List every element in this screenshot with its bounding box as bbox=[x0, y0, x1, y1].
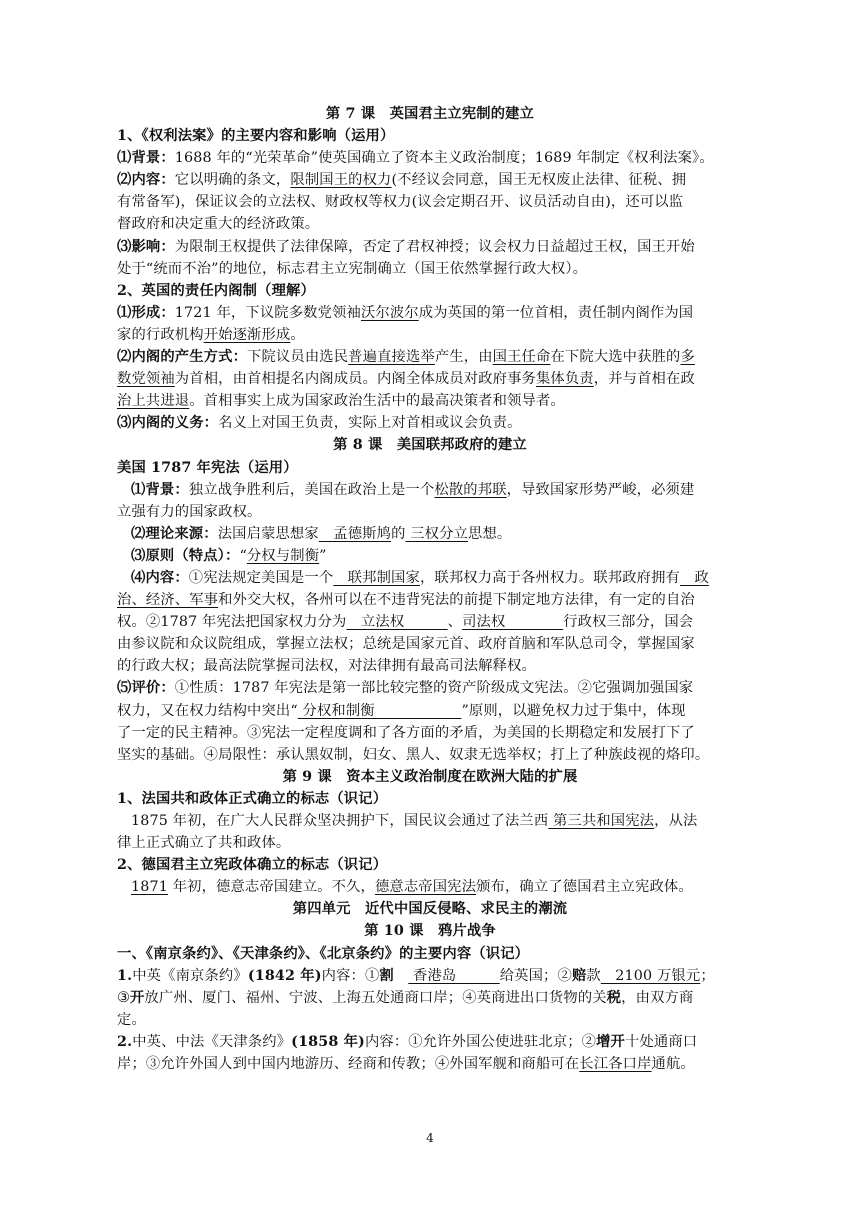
underlined-answer: 治上共进退 bbox=[117, 393, 190, 410]
underlined-answer: 1871 bbox=[131, 879, 168, 896]
underlined-answer: 国王任命 bbox=[492, 349, 551, 366]
text-span: 给英国；② bbox=[499, 967, 572, 984]
text-span: 2、英国的责任内阁制（理解） bbox=[117, 282, 315, 299]
text-line bbox=[117, 412, 743, 434]
text-span: 第 9 课 资本主义政治制度在欧洲大陆的扩展 bbox=[282, 768, 578, 785]
text-span: 它以明确的条文， bbox=[174, 172, 291, 189]
underlined-answer: 数党领袖 bbox=[117, 371, 175, 388]
text-span: 放广州、厦门、福州、宁波、上海五处通商口岸；④英商进出口货物的关 bbox=[144, 989, 607, 1006]
text-span: 内容：① bbox=[321, 967, 380, 984]
bold-label: 税 bbox=[606, 989, 622, 1006]
text-span: 中英、中法《天津条约》 bbox=[132, 1033, 292, 1050]
text-span: 的行政大权；最高法院掌握司法权，对法律拥有最高司法解释权。 bbox=[117, 658, 536, 675]
text-span: 行政权三部分，国会 bbox=[563, 614, 694, 631]
text-span: 由参议院和众议院组成，掌握立法权；总统是国家元首、政府首脑和军队总司令，掌握国家 bbox=[117, 636, 695, 653]
text-line bbox=[117, 169, 743, 191]
text-span: 。首相事实上成为国家政治生活中的最高决策者和领导者。 bbox=[189, 393, 565, 410]
bold-label: ⑶内阁的义务： bbox=[117, 415, 219, 432]
text-span: 1875 年初，在广大人民群众坚决拥护下，国民议会通过了法兰西 bbox=[131, 813, 549, 829]
text-line bbox=[117, 589, 743, 611]
text-span: ，由双方商 bbox=[621, 989, 694, 1006]
bold-label: ⑶影响： bbox=[117, 238, 175, 255]
text-line bbox=[117, 390, 743, 412]
text-span: 坚实的基础。④局限性：承认黑奴制，妇女、黑人、奴隶无选举权；打上了种族歧视的烙印。 bbox=[117, 746, 710, 763]
bold-label: 赔 bbox=[571, 967, 587, 984]
section-heading bbox=[117, 898, 743, 920]
bold-label: 1. bbox=[117, 967, 133, 984]
text-line bbox=[117, 722, 743, 744]
bold-label: ⑴形成： bbox=[117, 304, 175, 321]
underlined-answer: 治、经济、军事 bbox=[117, 592, 219, 609]
text-span: 内容：①允许外国公使进驻北京；② bbox=[364, 1033, 597, 1050]
text-line bbox=[117, 965, 743, 987]
text-span: 美国 1787 年宪法（运用） bbox=[117, 459, 298, 476]
text-span: 2、德国君主立宪政体确立的标志（识记） bbox=[117, 857, 388, 874]
text-line bbox=[117, 302, 743, 324]
text-span: 在下院大选中获胜的 bbox=[550, 349, 681, 366]
text-span: 年初，德意志帝国建立。不久， bbox=[168, 879, 375, 896]
page-number: 4 bbox=[426, 1131, 434, 1145]
text-span: 产生，由 bbox=[434, 349, 493, 366]
bold-label: 开 bbox=[129, 989, 145, 1006]
text-line bbox=[117, 545, 743, 567]
text-line bbox=[117, 832, 743, 854]
text-span: 颁布，确立了德国君主立宪政体。 bbox=[476, 879, 693, 896]
text-line bbox=[117, 324, 743, 346]
underlined-answer: 立法权 bbox=[346, 614, 448, 631]
bold-label: ⑶原则（特点）： bbox=[131, 547, 240, 564]
underlined-answer: 政 bbox=[680, 569, 709, 586]
underlined-answer: 联邦制国家 bbox=[333, 569, 420, 586]
text-span: 独立战争胜利后，美国在政治上是一个 bbox=[188, 481, 435, 498]
section-heading bbox=[117, 434, 743, 456]
bold-label: ⑵理论来源： bbox=[131, 525, 218, 542]
underlined-answer: 三权分立 bbox=[405, 525, 468, 542]
underlined-answer: 德意志帝国宪法 bbox=[374, 879, 477, 896]
text-span: 督政府和决定重大的经济政策。 bbox=[117, 216, 320, 233]
text-span: 名义上对国王负责，实际上对首相或议会负责。 bbox=[218, 415, 522, 432]
text-span: “ bbox=[239, 547, 247, 564]
text-span: 、 bbox=[447, 614, 463, 631]
text-line bbox=[117, 633, 743, 655]
text-line bbox=[117, 1031, 743, 1053]
text-line bbox=[117, 280, 743, 302]
text-span: 十处通商口 bbox=[625, 1033, 698, 1050]
text-span: 第 8 课 美国联邦政府的建立 bbox=[333, 437, 527, 454]
underlined-answer: 集体负责 bbox=[535, 371, 594, 388]
text-span: 第四单元 近代中国反侵略、求民主的潮流 bbox=[292, 901, 568, 918]
bold-label: ⑷内容： bbox=[131, 569, 189, 586]
text-line bbox=[117, 655, 743, 677]
text-span: 第 10 课 鸦片战争 bbox=[364, 923, 496, 940]
text-span: ”原则，以避免权力过于集中，体现 bbox=[461, 702, 686, 719]
text-span: 下院议员由选民 bbox=[247, 349, 349, 366]
text-line bbox=[117, 457, 743, 479]
underlined-answer: 第三共和国宪法 bbox=[548, 813, 655, 829]
text-line bbox=[117, 744, 743, 766]
text-span: ，并与首相在政 bbox=[593, 371, 695, 388]
text-line bbox=[117, 854, 743, 876]
text-span: 有常备军)，保证议会的立法权、财政权等权力(议会定期召开、议员活动自由)，还可以监 bbox=[117, 194, 684, 211]
text-span: 法国启蒙思想家 bbox=[217, 525, 319, 542]
text-line bbox=[117, 943, 743, 965]
text-line bbox=[117, 788, 743, 810]
text-span: ③ bbox=[117, 989, 130, 1006]
text-span bbox=[394, 968, 408, 984]
underlined-answer: 开始逐渐形成 bbox=[203, 326, 291, 343]
bold-label: ⑵内阁的产生方式： bbox=[117, 349, 248, 366]
text-span: 权力，又在权力结构中突出“ bbox=[117, 702, 298, 719]
bold-label: ⑴背景： bbox=[131, 481, 189, 498]
bold-label: ⑸评价： bbox=[117, 680, 175, 697]
underlined-answer: 多 bbox=[680, 349, 695, 366]
bold-label: (1858 年) bbox=[291, 1033, 365, 1050]
bold-label: 2. bbox=[117, 1033, 133, 1050]
underlined-answer: 香港岛 bbox=[408, 967, 500, 984]
underlined-answer: 分权与制衡 bbox=[246, 547, 320, 564]
text-line bbox=[117, 147, 743, 169]
text-line bbox=[117, 1009, 743, 1031]
bold-label: 割 bbox=[379, 967, 394, 984]
bold-label: ⑵内容： bbox=[117, 172, 175, 189]
text-line bbox=[117, 987, 743, 1009]
text-span: 处于“统而不治”的地位，标志君主立宪制确立（国王依然掌握行政大权）。 bbox=[117, 260, 588, 277]
text-span: 第 7 课 英国君主立宪制的建立 bbox=[325, 106, 535, 122]
bold-label: 增开 bbox=[596, 1033, 626, 1050]
text-line bbox=[117, 368, 743, 390]
text-span: ，导致国家形势严峻，必须建 bbox=[506, 481, 695, 498]
section-heading bbox=[117, 766, 743, 788]
text-line bbox=[117, 125, 743, 147]
document-page bbox=[117, 103, 743, 1075]
underlined-answer: 孟德斯鸠 bbox=[318, 525, 392, 542]
text-span: 权。②1787 年宪法把国家权力分为 bbox=[117, 614, 347, 631]
underlined-answer: 分权和制衡 bbox=[297, 702, 462, 719]
text-line bbox=[117, 213, 743, 235]
text-span: 为首相，由首相提名内阁成员。内阁全体成员对政府事务 bbox=[174, 371, 536, 388]
text-line bbox=[117, 876, 743, 898]
text-span: 立强有力的国家政权。 bbox=[117, 503, 262, 520]
bold-label: ⑴背景： bbox=[117, 150, 175, 167]
text-span: 为限制王权提供了法律保障，否定了君权神授；议会权力日益超过王权，国王开始 bbox=[174, 238, 695, 255]
underlined-answer: 松散的邦联 bbox=[434, 481, 507, 498]
underlined-answer: 限制国王的权力 bbox=[290, 172, 392, 189]
text-span: 中英《南京条约》 bbox=[132, 967, 248, 984]
text-span: 家的行政机构 bbox=[117, 326, 204, 343]
text-span: 成为英国的第一位首相，责任制内阁作为国 bbox=[418, 304, 694, 321]
underlined-answer: 长江各口岸 bbox=[579, 1056, 652, 1073]
text-line bbox=[117, 258, 743, 280]
text-span: 律上正式确立了共和政体。 bbox=[117, 835, 291, 852]
text-line bbox=[117, 236, 743, 258]
text-line bbox=[117, 191, 743, 213]
text-line bbox=[117, 479, 743, 501]
text-span: 和外交大权，各州可以在不违背宪法的前提下制定地方法律，有一定的自治 bbox=[218, 592, 695, 609]
text-span: 的 bbox=[391, 525, 406, 542]
text-span: 定。 bbox=[117, 1011, 146, 1028]
text-span: ” bbox=[319, 547, 327, 564]
text-span: 款 bbox=[586, 967, 601, 984]
bold-label: (1842 年) bbox=[247, 967, 322, 984]
section-heading bbox=[117, 920, 743, 942]
text-line bbox=[117, 346, 743, 368]
text-span: 1、《权利法案》的主要内容和影响（运用） bbox=[117, 128, 395, 145]
text-span: (不经议会同意，国王无权废止法律、征税、拥 bbox=[391, 172, 687, 189]
text-span: 1721 年，下议院多数党领袖 bbox=[174, 304, 361, 321]
text-line bbox=[117, 523, 743, 545]
text-line bbox=[117, 1053, 743, 1075]
text-span: 1688 年的“光荣革命”使英国确立了资本主义政治制度；1689 年制定《权利法案》。 bbox=[174, 150, 714, 167]
text-line bbox=[117, 700, 743, 722]
text-span: ，从法 bbox=[654, 813, 698, 829]
text-line bbox=[117, 501, 743, 523]
text-span: 1、法国共和政体正式确立的标志（识记） bbox=[117, 790, 388, 807]
section-heading bbox=[117, 103, 743, 125]
text-line bbox=[117, 677, 743, 699]
text-line bbox=[117, 567, 743, 589]
text-span: ①性质：1787 年宪法是第一部比较完整的资产阶级成文宪法。②它强调加强国家 bbox=[174, 680, 694, 697]
underlined-answer: 2100 万银元 bbox=[600, 967, 701, 984]
underlined-answer: 沃尔波尔 bbox=[360, 304, 419, 321]
text-span: ，联邦权力高于各州权力。联邦政府拥有 bbox=[419, 569, 680, 586]
text-span: 思想。 bbox=[468, 525, 512, 542]
underlined-answer: 普遍直接选举 bbox=[348, 349, 435, 366]
text-span: 一、《南京条约》、《天津条约》、《北京条约》的主要内容（识记） bbox=[117, 945, 530, 962]
underlined-answer: 司法权 bbox=[462, 614, 564, 631]
text-span: ①宪法规定美国是一个 bbox=[188, 569, 334, 586]
text-span: 岸；③允许外国人到中国内地游历、经商和传教；④外国军舰和商船可在 bbox=[117, 1056, 580, 1073]
text-line bbox=[117, 810, 743, 832]
text-span: 。 bbox=[290, 326, 305, 343]
text-line bbox=[117, 611, 743, 633]
text-span: ； bbox=[700, 967, 715, 984]
text-span: 了一定的民主精神。③宪法一定程度调和了各方面的矛盾，为美国的长期稳定和发展打下了 bbox=[117, 724, 695, 741]
text-span: 通航。 bbox=[651, 1056, 695, 1073]
